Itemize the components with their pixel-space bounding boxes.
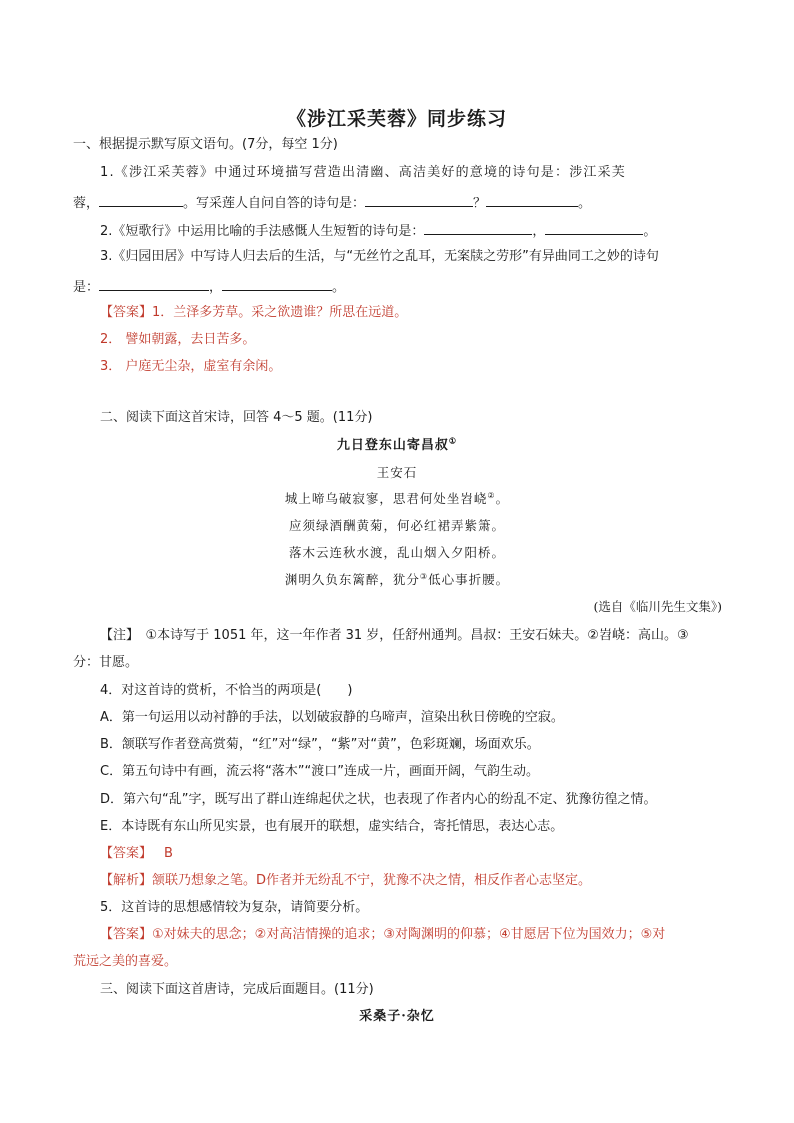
answer-5-line1: 【答案】①对妹夫的思念；②对高洁情操的追求；③对陶渊明的仰慕；④甘愿居下位为国效力；⑤对 [100, 927, 666, 942]
section2-heading: 二、阅读下面这首宋诗，回答 4～5 题。(11分) [100, 410, 373, 425]
answer-blank [222, 276, 332, 291]
option-e: E．本诗既有东山所见实景，也有展开的联想，虚实结合，寄托情思，表达心志。 [100, 819, 564, 834]
answer-5-line2: 荒远之美的喜爱。 [73, 954, 178, 969]
analysis-tag: 【解析】 [100, 873, 153, 888]
answer-blank [99, 276, 209, 291]
answer-tag: 【答案】 [100, 305, 153, 320]
option-a: A．第一句运用以动衬静的手法，以划破寂静的乌啼声，渲染出秋日傍晚的空寂。 [100, 710, 564, 725]
q2-line: 2.《短歌行》中运用比喻的手法感慨人生短暂的诗句是： ， 。 [100, 220, 722, 241]
poem-line1: 城上啼乌破寂寥，思君何处坐岧峣②。 [284, 490, 510, 506]
analysis-4: 【解析】颔联乃想象之笔。D作者并无纷乱不宁，犹豫不决之情，相反作者心志坚定。 [100, 873, 592, 888]
poem-line2: 应须绿酒酬黄菊，何必红裙弄紫箫。 [288, 518, 505, 533]
answer-4: 【答案】 B [100, 846, 173, 861]
answer-line2: 2． 譬如朝露，去日苦多。 [100, 332, 256, 347]
poem-author: 王安石 [376, 465, 418, 480]
poem-source: (选自《临川先生文集》) [593, 599, 722, 614]
q1-line2: 蓉， 。写采莲人自问自答的诗句是： ？ 。 [73, 192, 723, 213]
answer-blank [545, 220, 643, 235]
poem-line4: 渊明久负东篱醉，犹分③低心事折腰。 [284, 571, 510, 587]
answer-line3: 3． 户庭无尘杂，虚室有余闲。 [100, 359, 282, 374]
answer-tag: 【答案】 [100, 927, 153, 942]
question-4: 4．对这首诗的赏析，不恰当的两项是( ) [100, 683, 353, 698]
page-title: 《涉江采芙蓉》同步练习 [286, 108, 507, 130]
question-5: 5．这首诗的思想感情较为复杂，请简要分析。 [100, 900, 369, 915]
q3-line1: 3.《归园田居》中写诗人归去后的生活，与“无丝竹之乱耳，无案牍之劳形”有异曲同工之妙的诗句 [100, 249, 659, 264]
answer-line1: 【答案】1．兰泽多芳草。采之欲遗谁？所思在远道。 [100, 305, 408, 320]
note-line2: 分：甘愿。 [73, 655, 139, 670]
answer-blank [424, 220, 532, 235]
q3-line2: 是： ， 。 [73, 276, 723, 297]
answer-blank [99, 192, 183, 207]
option-b: B．颔联写作者登高赏菊，“红”对“绿”，“紫”对“黄”，色彩斑斓，场面欢乐。 [100, 737, 540, 752]
answer-blank [486, 192, 578, 207]
poem-line3: 落木云连秋水渡，乱山烟入夕阳桥。 [288, 545, 505, 560]
section1-heading: 一、根据提示默写原文语句。(7分，每空 1分) [73, 137, 338, 152]
option-c: C．第五句诗中有画，流云将“落木”“渡口”连成一片，画面开阔，气韵生动。 [100, 764, 540, 779]
poem-title: 九日登东山寄昌叔① [336, 435, 458, 453]
section3-poem-title: 采桑子·杂忆 [359, 1009, 435, 1024]
option-d: D．第六句“乱”字，既写出了群山连绵起伏之状，也表现了作者内心的纷乱不定、犹豫彷徨之情。 [100, 792, 657, 807]
section3-heading: 三、阅读下面这首唐诗，完成后面题目。(11分) [100, 982, 374, 997]
note-line1: 【注】 ①本诗写于 1051 年，这一年作者 31 岁，任舒州通判。昌叔：王安石妹夫。②岧峣：高山。③ [100, 628, 689, 643]
q1-line1: 1.《涉江采芙蓉》中通过环境描写营造出清幽、高洁美好的意境的诗句是：涉江采芙 [100, 165, 627, 180]
answer-blank [365, 192, 473, 207]
answer-tag: 【答案】 [100, 846, 153, 861]
